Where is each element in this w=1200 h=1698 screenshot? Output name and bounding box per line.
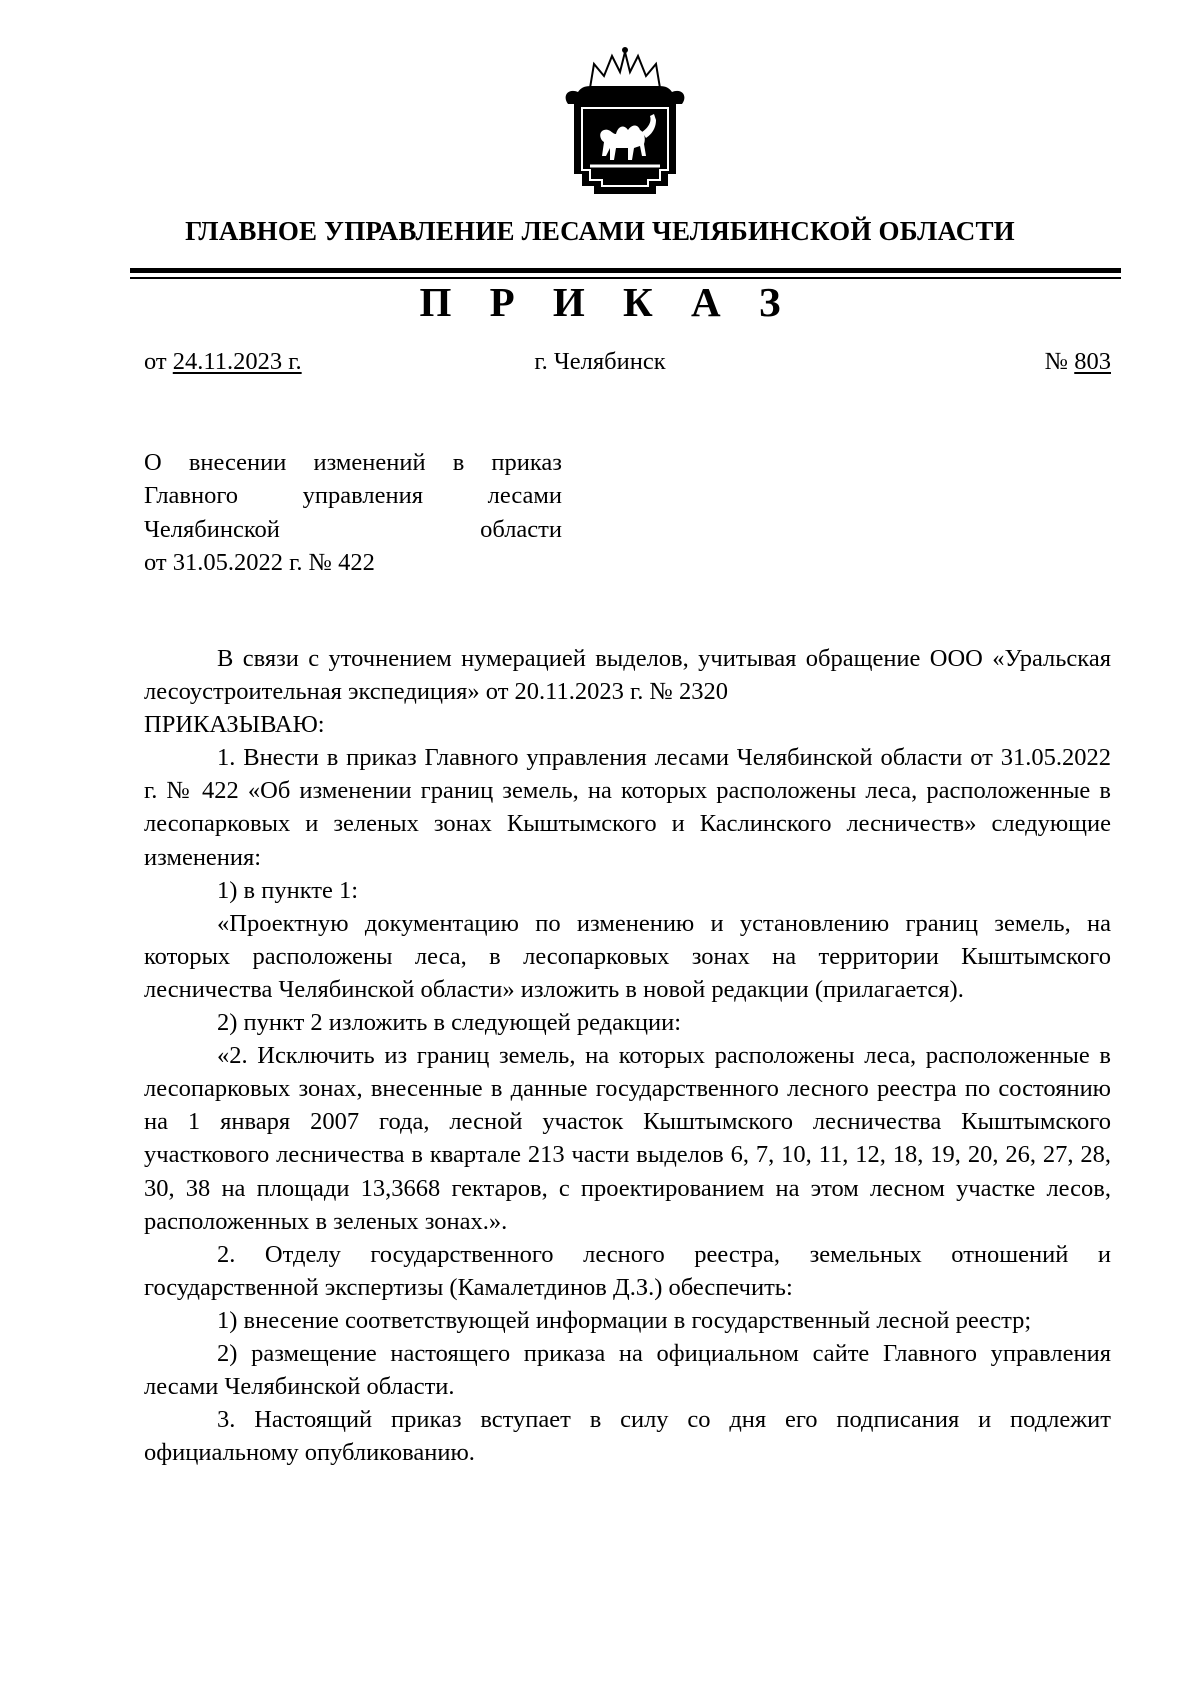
order-word: ПРИКАЗЫВАЮ: <box>144 711 325 739</box>
subject-line: Главного управления лесами <box>144 482 562 510</box>
intro-paragraph: В связи с уточнением нумерацией выделов, учитывая обращение ООО «Уральская лесоустроительная экспедиция» от 20.11.2023 г. № 2320 <box>144 645 1111 706</box>
order-city: г. Челябинск <box>534 348 666 375</box>
subject-line: Челябинской области <box>144 515 562 543</box>
order-body <box>144 642 1111 1469</box>
item-2-1: 1) внесение соответствующей информации в государственный лесной реестр; <box>217 1306 1032 1334</box>
order-number <box>1045 348 1111 376</box>
item-2: 2. Отделу государственного лесного реестра, земельных отношений и государственной экспертизы (Камалетдинов Д.З.) обеспечить: <box>144 1240 1111 1301</box>
subject-line: от 31.05.2022 г. № 422 <box>144 548 375 576</box>
header-rule-thick <box>130 268 1121 273</box>
number-value: 803 <box>1074 348 1111 375</box>
order-subject <box>144 446 562 579</box>
item-1-2: 2) пункт 2 изложить в следующей редакции: <box>217 1009 682 1037</box>
item-3: 3. Настоящий приказ вступает в силу со дня его подписания и подлежит официальному опубликованию. <box>144 1406 1111 1467</box>
document-type-title: П Р И К А З <box>419 279 795 325</box>
item-1-2-text: «2. Исключить из границ земель, на которых расположены леса, расположенные в лесопарковых зонах, внесенные в данные государственного лесного реестра по состоянию на 1 января 2007 года, лесной участок Кыштымского лесничества Кыштымского участкового лесничества в квартале 213 части выделов 6, 7, 10, 11, 12, 18, 19, 20, 26, 27, 28, 30, 38 на площади 13,3668 гектаров, с проектированием на этом лесном участке лесов, расположенных в зеленых зонах.». <box>144 1042 1111 1235</box>
item-1-1: 1) в пункте 1: <box>217 876 359 904</box>
coat-of-arms-icon <box>560 44 690 204</box>
item-2-2: 2) размещение настоящего приказа на официальном сайте Главного управления лесами Челябинской области. <box>144 1339 1111 1401</box>
number-prefix: № <box>1044 348 1069 375</box>
date-prefix: от <box>144 348 167 375</box>
item-1: 1. Внести в приказ Главного управления лесами Челябинской области от 31.05.2022 г. № 422 «Об изменении границ земель, на которых расположены леса, расположенные в лесопарковых и зеленых зонах Кыштымского и Каслинского лесничеств» следующие изменения: <box>144 744 1111 871</box>
date-value: 24.11.2023 г. <box>172 348 302 375</box>
item-1-1-text: «Проектную документацию по изменению и установлению границ земель, на которых расположены леса, в лесопарковых зонах на территории Кыштымского лесничества Челябинской области» изложить в новой редакции (прилагается). <box>144 909 1111 1003</box>
subject-line: О внесении изменений в приказ <box>144 449 562 476</box>
agency-name: ГЛАВНОЕ УПРАВЛЕНИЕ ЛЕСАМИ ЧЕЛЯБИНСКОЙ ОБЛАСТИ <box>185 216 1015 246</box>
